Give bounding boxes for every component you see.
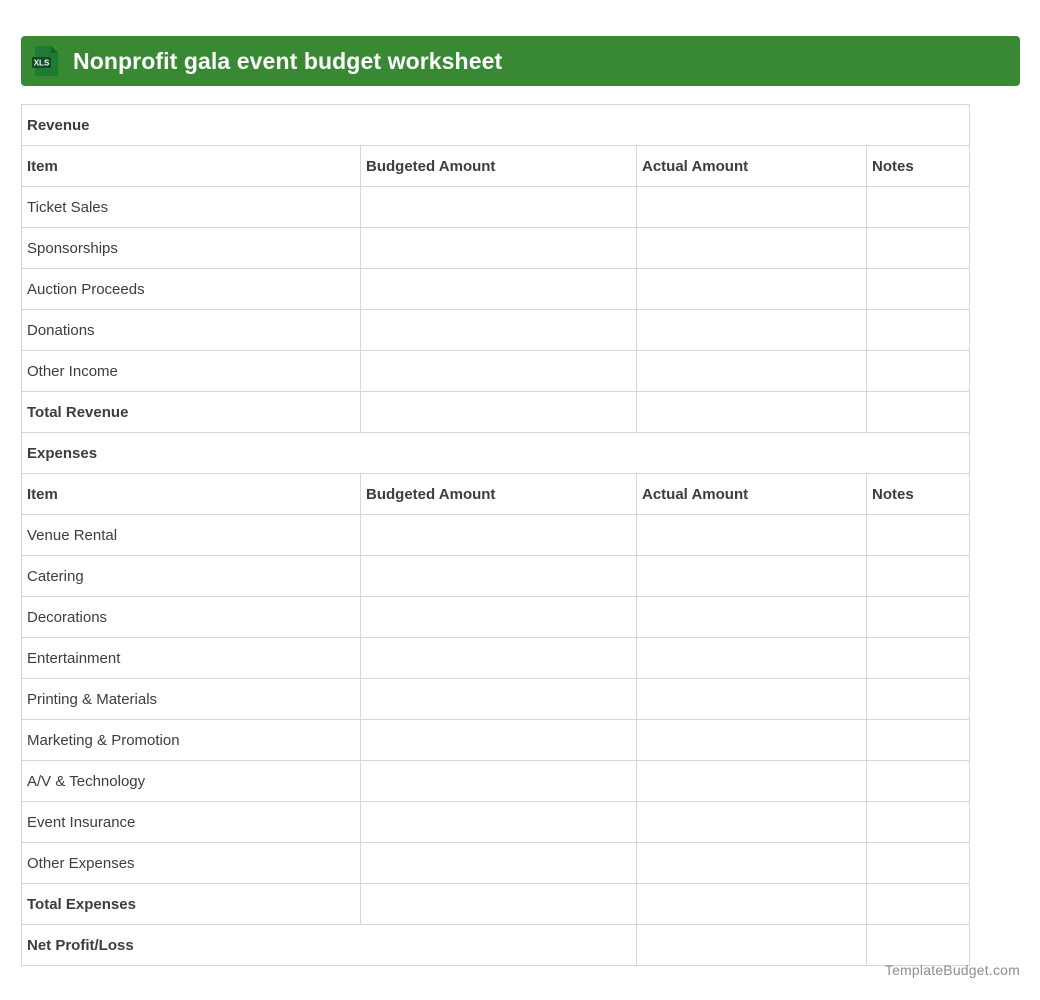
cell-budgeted-amount[interactable] (361, 597, 637, 638)
column-header-budgeted-amount: Budgeted Amount (361, 474, 637, 515)
table-row (22, 187, 970, 228)
column-header-row-expenses (22, 474, 970, 515)
section-header-row-revenue (22, 105, 970, 146)
cell-budgeted-amount[interactable] (361, 802, 637, 843)
section-title-revenue: Revenue (22, 105, 970, 146)
budget-table (21, 104, 970, 966)
column-header-item: Item (22, 474, 361, 515)
cell-actual-amount[interactable] (637, 761, 867, 802)
row-label: Donations (22, 310, 361, 351)
cell-budgeted-amount[interactable] (361, 843, 637, 884)
cell-actual-amount[interactable] (637, 843, 867, 884)
table-row (22, 761, 970, 802)
table-row (22, 843, 970, 884)
page-title: Nonprofit gala event budget worksheet (73, 47, 503, 74)
cell-actual-amount[interactable] (637, 556, 867, 597)
table-row (22, 269, 970, 310)
cell-budgeted-amount[interactable] (361, 269, 637, 310)
table-row (22, 679, 970, 720)
row-label: Printing & Materials (22, 679, 361, 720)
cell-notes[interactable] (867, 638, 970, 679)
table-row (22, 802, 970, 843)
cell-notes[interactable] (867, 187, 970, 228)
cell-notes[interactable] (867, 761, 970, 802)
row-label: Other Expenses (22, 843, 361, 884)
total-row-expenses (22, 884, 970, 925)
cell-budgeted-amount[interactable] (361, 228, 637, 269)
cell-actual-amount[interactable] (637, 720, 867, 761)
cell-notes[interactable] (867, 269, 970, 310)
column-header-budgeted-amount: Budgeted Amount (361, 146, 637, 187)
cell-budgeted-amount[interactable] (361, 310, 637, 351)
cell-notes[interactable] (867, 720, 970, 761)
row-label-net-profit-loss: Net Profit/Loss (22, 925, 637, 966)
row-label: Other Income (22, 351, 361, 392)
row-label: Ticket Sales (22, 187, 361, 228)
cell-budgeted-amount[interactable] (361, 515, 637, 556)
table-row (22, 515, 970, 556)
cell-actual-amount[interactable] (637, 597, 867, 638)
column-header-actual-amount: Actual Amount (637, 146, 867, 187)
cell-notes[interactable] (867, 679, 970, 720)
cell-actual-amount[interactable] (637, 884, 867, 925)
cell-budgeted-amount[interactable] (361, 351, 637, 392)
table-row (22, 597, 970, 638)
cell-notes[interactable] (867, 884, 970, 925)
cell-budgeted-amount[interactable] (361, 638, 637, 679)
row-label: Venue Rental (22, 515, 361, 556)
cell-actual-amount[interactable] (637, 310, 867, 351)
cell-notes[interactable] (867, 925, 970, 966)
cell-notes[interactable] (867, 843, 970, 884)
cell-actual-amount[interactable] (637, 515, 867, 556)
row-label: Event Insurance (22, 802, 361, 843)
cell-budgeted-amount[interactable] (361, 187, 637, 228)
cell-actual-amount[interactable] (637, 228, 867, 269)
cell-notes[interactable] (867, 310, 970, 351)
cell-notes[interactable] (867, 556, 970, 597)
row-label-total-expenses: Total Expenses (22, 884, 361, 925)
cell-notes[interactable] (867, 802, 970, 843)
cell-actual-amount[interactable] (637, 802, 867, 843)
cell-actual-amount[interactable] (637, 351, 867, 392)
row-label: Decorations (22, 597, 361, 638)
section-title-expenses: Expenses (22, 433, 970, 474)
table-row (22, 556, 970, 597)
column-header-notes: Notes (867, 146, 970, 187)
net-profit-loss-row (22, 925, 970, 966)
cell-notes[interactable] (867, 515, 970, 556)
table-row (22, 720, 970, 761)
row-label: Sponsorships (22, 228, 361, 269)
cell-budgeted-amount[interactable] (361, 884, 637, 925)
cell-budgeted-amount[interactable] (361, 679, 637, 720)
section-header-row-expenses (22, 433, 970, 474)
column-header-notes: Notes (867, 474, 970, 515)
cell-actual-amount[interactable] (637, 269, 867, 310)
footer-attribution: TemplateBudget.com (884, 962, 1020, 978)
cell-actual-amount[interactable] (637, 187, 867, 228)
cell-notes[interactable] (867, 228, 970, 269)
column-header-actual-amount: Actual Amount (637, 474, 867, 515)
table-row (22, 310, 970, 351)
row-label: Entertainment (22, 638, 361, 679)
row-label: Auction Proceeds (22, 269, 361, 310)
cell-actual-amount[interactable] (637, 679, 867, 720)
table-row (22, 638, 970, 679)
row-label: Marketing & Promotion (22, 720, 361, 761)
table-row (22, 228, 970, 269)
cell-budgeted-amount[interactable] (361, 761, 637, 802)
row-label-total-revenue: Total Revenue (22, 392, 361, 433)
cell-budgeted-amount[interactable] (361, 392, 637, 433)
row-label: Catering (22, 556, 361, 597)
xls-file-icon (31, 44, 61, 78)
cell-actual-amount[interactable] (637, 392, 867, 433)
cell-notes[interactable] (867, 351, 970, 392)
svg-text:XLS: XLS (33, 58, 50, 68)
table-row (22, 351, 970, 392)
column-header-row-revenue (22, 146, 970, 187)
column-header-item: Item (22, 146, 361, 187)
budget-worksheet (21, 104, 969, 966)
cell-budgeted-amount[interactable] (361, 556, 637, 597)
budget-table-body (22, 105, 970, 966)
row-label: A/V & Technology (22, 761, 361, 802)
cell-notes[interactable] (867, 597, 970, 638)
cell-actual-amount[interactable] (637, 638, 867, 679)
cell-notes[interactable] (867, 392, 970, 433)
cell-budgeted-amount[interactable] (361, 720, 637, 761)
cell-actual-amount[interactable] (637, 925, 867, 966)
total-row-revenue (22, 392, 970, 433)
document-title-bar (21, 36, 1020, 86)
